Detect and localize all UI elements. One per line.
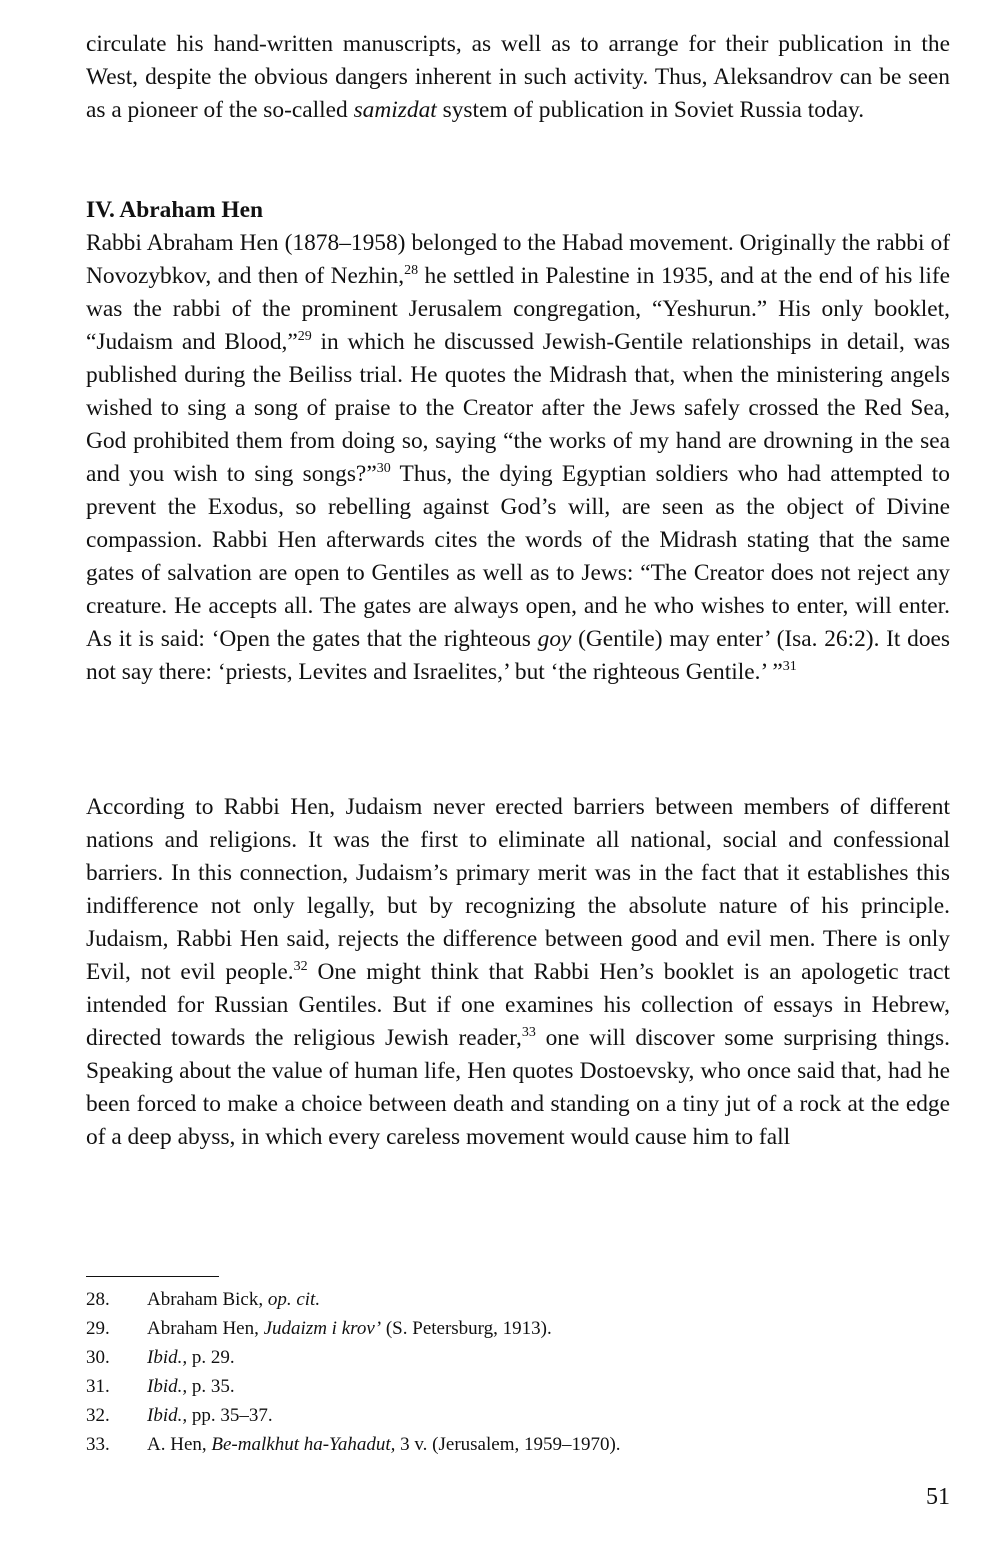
footnote-text (147, 1285, 320, 1314)
paragraph-abraham-hen (86, 227, 950, 689)
italic-term: Judaizm i krov’ (263, 1318, 382, 1339)
page-number: 51 (926, 1484, 950, 1510)
footnote-text (147, 1372, 235, 1401)
text-run: According to Rabbi Hen, Judaism never erected barriers between members of different nations and religions. It was the first to eliminate all national, social and confessional barriers. In this connection, Judaism’s primary merit was in the fact that it establishes this indifference not only legally, but by recognizing the absolute nature of his principle. Judaism, Rabbi Hen said, rejects the difference between good and evil men. There is only Evil, not evil people. (86, 794, 950, 985)
footnote-text (147, 1343, 235, 1372)
footnote (86, 1343, 950, 1372)
text-run: in which he discussed Jewish-Gentile relationships in detail, was published during the Beiliss trial. He quotes the Midrash that, when the ministering angels wished to sing a song of praise to the Creator after the Jews safely crossed the Red Sea, God prohibited them from doing so, saying “the works of my hand are drowning in the sea and you wish to sing songs?” (86, 329, 951, 487)
footnote (86, 1430, 950, 1459)
footnote (86, 1401, 950, 1430)
text-run: 3 v. (Jerusalem, 1959–1970). (395, 1434, 621, 1455)
text-run: (Gentile) may enter’ (Isa. 26:2). It does not say there: ‘priests, Levites and Israelites,’ but ‘the righteous Gentile.’ ” (86, 626, 951, 685)
footnote-ref: 33 (521, 1025, 536, 1040)
footnote-number: 33. (86, 1434, 110, 1455)
text-run: system of publication in Soviet Russia today. (436, 97, 865, 123)
text-run: Abraham Bick, (147, 1289, 268, 1310)
text-run: Thus, the dying Egyptian soldiers who had attempted to prevent the Exodus, so rebelling against God’s will, are seen as the object of Divine compassion. Rabbi Hen afterwards cites the words of the Midrash stating that the same gates of salvation are open to Gentiles as well as to Jews: “The Creator does not reject any creature. He accepts all. The gates are always open, and he who wishes to enter, will enter. As it is said: ‘Open the gates that the righteous (86, 461, 950, 652)
footnote-ref: 32 (293, 959, 308, 974)
paragraph-barriers (86, 791, 950, 1154)
footnote (86, 1285, 950, 1314)
italic-term: op. cit. (267, 1289, 321, 1310)
footnote-number: 28. (86, 1289, 110, 1310)
text-run: (S. Petersburg, 1913). (381, 1318, 552, 1339)
footnote-ref: 28 (404, 263, 419, 278)
text-run: A. Hen, (147, 1434, 212, 1455)
footnote-text (147, 1314, 552, 1343)
footnote-ref: 31 (782, 659, 797, 674)
text-run: Abraham Hen, (147, 1318, 264, 1339)
footnote-number: 32. (86, 1405, 110, 1426)
text-run: pp. 35–37. (187, 1405, 273, 1426)
footnote-number: 29. (86, 1318, 110, 1339)
footnote-ref: 29 (297, 329, 312, 344)
text-run: p. 29. (187, 1347, 235, 1368)
italic-term: Ibid., (147, 1347, 188, 1368)
italic-term: Ibid., (147, 1405, 188, 1426)
text-run: One might think that Rabbi Hen’s booklet is an apologetic tract intended for Russian Gentiles. But if one examines his collection of essays in Hebrew, directed towards the religious Jewish reader, (86, 959, 951, 1051)
italic-term: goy (537, 626, 572, 652)
footnote-number: 30. (86, 1347, 110, 1368)
italic-term: samizdat (353, 97, 437, 123)
footnote-number: 31. (86, 1376, 110, 1397)
text-run: he settled in Palestine in 1935, and at the end of his life was the rabbi of the prominent Jerusalem congregation, “Yeshurun.” His only booklet, “Judaism and Blood,” (86, 263, 950, 355)
section-heading: IV. Abraham Hen (86, 197, 263, 223)
italic-term: Be-malkhut ha-Yahadut, (211, 1434, 396, 1455)
text-run: Rabbi Abraham Hen (1878–1958) belonged to the Habad movement. Originally the rabbi of Novozybkov, and then of Nezhin, (86, 230, 950, 289)
text-run: p. 35. (187, 1376, 235, 1397)
footnotes (86, 1285, 950, 1459)
text-run: one will discover some surprising things. Speaking about the value of human life, Hen quotes Dostoevsky, who once said that, had he been forced to make a choice between death and standing on a tiny jut of a rock at the edge of a deep abyss, in which every careless movement would cause him to fall (86, 1025, 950, 1150)
italic-term: Ibid., (147, 1376, 188, 1397)
footnote-ref: 30 (376, 461, 391, 476)
footnote-divider (86, 1276, 219, 1277)
paragraph-samizdat (86, 28, 950, 127)
footnote (86, 1314, 950, 1343)
footnote (86, 1372, 950, 1401)
footnote-text (147, 1430, 621, 1459)
text-run: circulate his hand-written manuscripts, as well as to arrange for their publication in the West, despite the obvious dangers inherent in such activity. Thus, Aleksandrov can be seen as a pioneer of the so-called (86, 31, 950, 123)
footnote-text (147, 1401, 273, 1430)
